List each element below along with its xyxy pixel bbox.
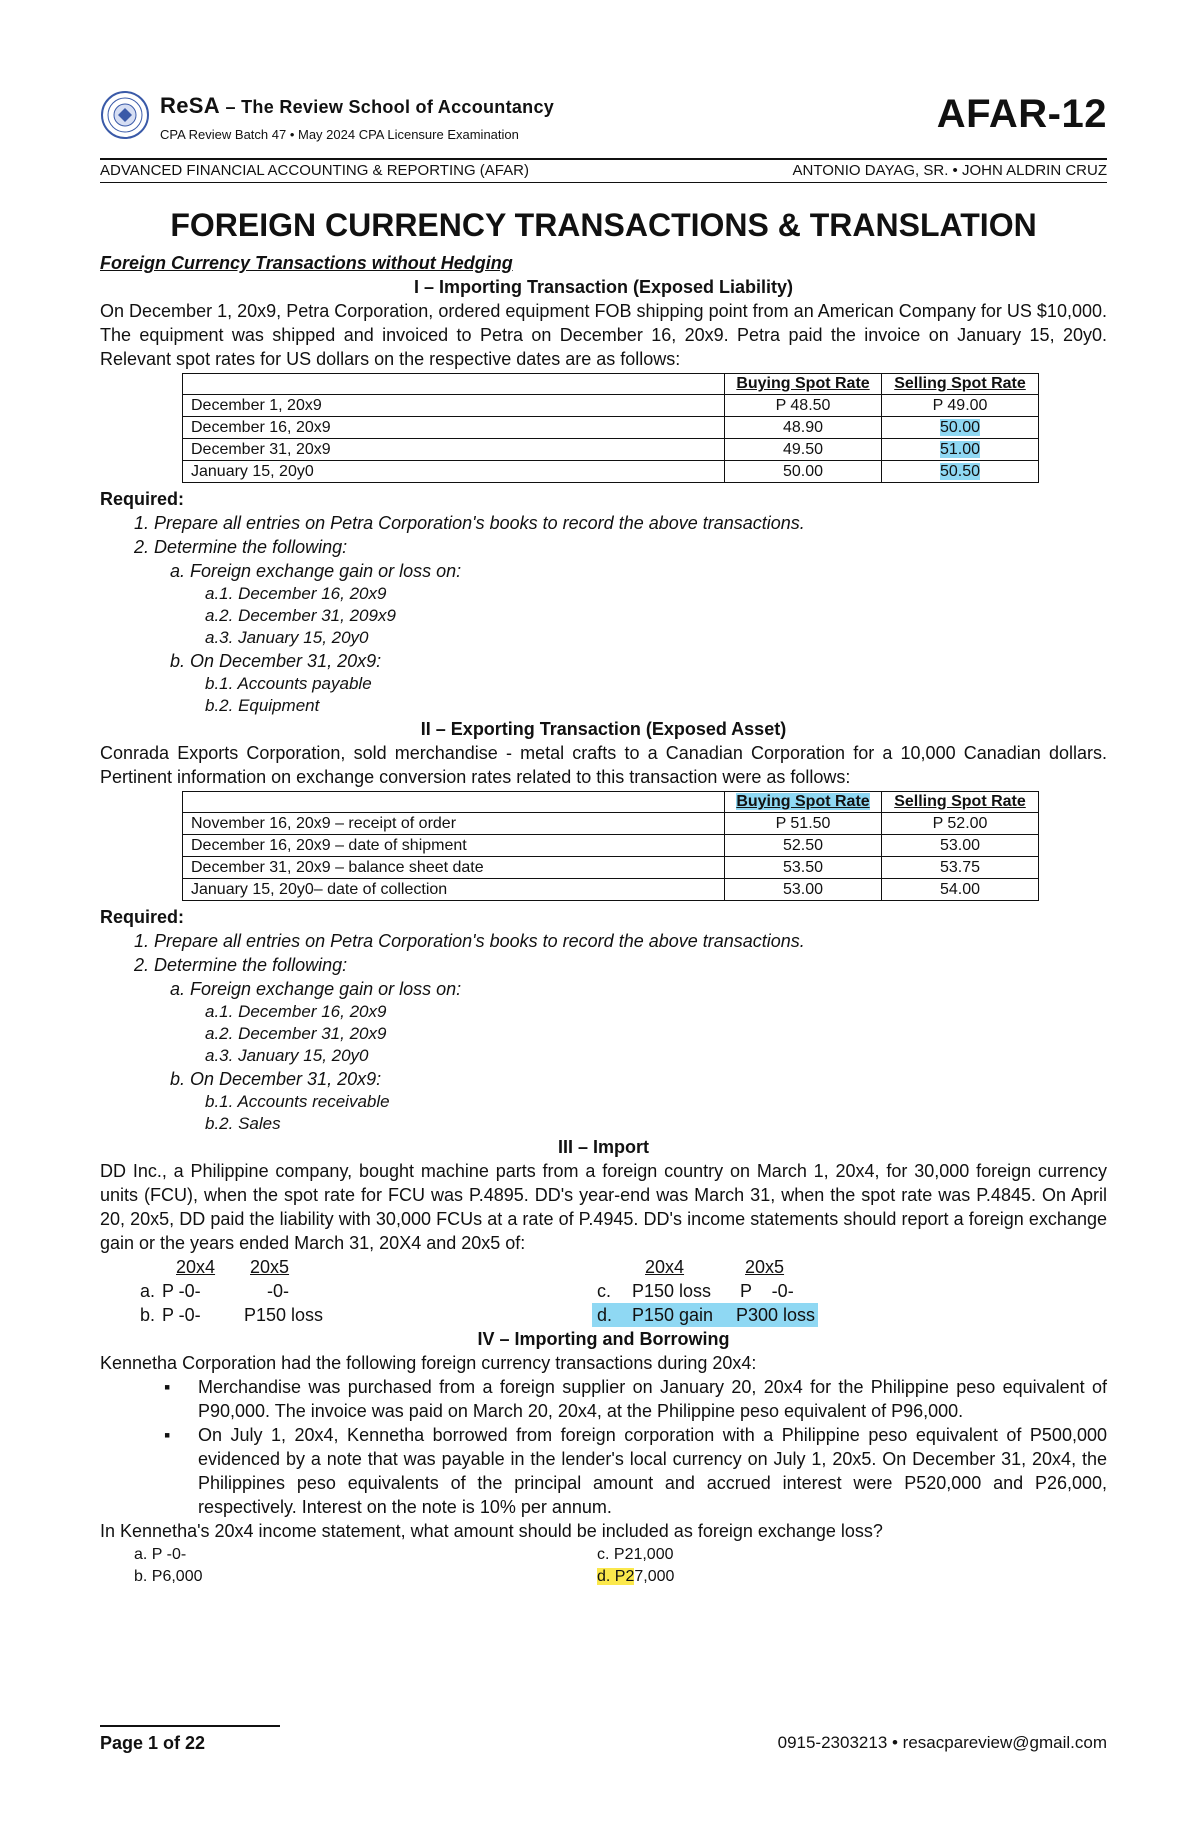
school-abbr: ReSA xyxy=(160,93,220,118)
required-item: 2. Determine the following: xyxy=(134,955,348,975)
row-buy: 48.90 xyxy=(725,417,882,439)
row-sell xyxy=(882,417,1039,439)
choice-letter: d. xyxy=(597,1305,613,1325)
section-1-text: On December 1, 20x9, Petra Corporation, ordered equipment FOB shipping point from an American Company for US $10,000. The equipment was shipped and invoiced to Petra on December 16, 20x9. Petra paid the invoice on January 15, 20y0. Relevant spot rates for US dollars on the respective dates are as follows: xyxy=(100,301,1107,369)
section-subtitle: Foreign Currency Transactions without Hedging xyxy=(100,253,513,273)
choice-value: P150 loss xyxy=(632,1281,712,1301)
section-4-choices xyxy=(100,1543,1107,1587)
required-item: 2. Determine the following: xyxy=(134,537,348,557)
required-label: Required: xyxy=(100,489,185,509)
choice: b. P6,000 xyxy=(134,1568,203,1585)
header xyxy=(100,0,1107,179)
choice-value: P300 loss xyxy=(736,1305,816,1325)
answer-rest: 7,000 xyxy=(634,1568,675,1585)
section-3-heading: III – Import xyxy=(557,1137,649,1157)
section-3-choices xyxy=(100,1255,1107,1327)
row-date: December 31, 20x9 – balance sheet date xyxy=(183,857,725,879)
bullet-text: On July 1, 20x4, Kennetha borrowed from foreign corporation with a Philippine peso equivalent of P500,000 evidenced by a note that was payable in the lender's local currency on July 1, 20x5. On December 31, 20x4, the Philippines peso equivalents of the principal amount and accrued interest were P520,000 and P26,000, respectively. Interest on the note is 10% per annum. xyxy=(198,1425,1107,1517)
section-2-rate-table xyxy=(182,791,1039,901)
table-header-blank xyxy=(183,374,725,395)
choice-value: P150 gain xyxy=(632,1305,714,1325)
section-2-heading: II – Exporting Transaction (Exposed Asset) xyxy=(420,719,787,739)
highlighted-rate: 50.50 xyxy=(939,463,981,480)
choice-value: -0- xyxy=(267,1281,289,1301)
row-sell: 54.00 xyxy=(882,879,1039,901)
choice-value: P -0- xyxy=(740,1281,794,1301)
row-date: December 16, 20x9 – date of shipment xyxy=(183,835,725,857)
row-buy: 50.00 xyxy=(725,461,882,483)
school-full-name: – The Review School of Accountancy xyxy=(225,97,555,117)
row-buy: 53.50 xyxy=(725,857,882,879)
table-header-row xyxy=(183,792,1039,813)
row-sell: 53.00 xyxy=(882,835,1039,857)
page-title: FOREIGN CURRENCY TRANSACTIONS & TRANSLATION xyxy=(170,207,1037,243)
row-buy: 52.50 xyxy=(725,835,882,857)
col-selling-spot-rate: Selling Spot Rate xyxy=(882,792,1039,813)
subject-name: ADVANCED FINANCIAL ACCOUNTING & REPORTING (AFAR) xyxy=(100,162,529,179)
section-1-rate-table xyxy=(182,373,1039,483)
bullet-item xyxy=(100,1423,1107,1519)
table-row xyxy=(183,461,1039,483)
required-subitem: b.2. Equipment xyxy=(205,696,320,715)
section-4-heading: IV – Importing and Borrowing xyxy=(477,1329,730,1349)
resa-logo-icon xyxy=(100,90,150,140)
required-item: 1. Prepare all entries on Petra Corporation's books to record the above transactions. xyxy=(134,931,805,951)
choice-letter: c. xyxy=(597,1281,612,1301)
row-sell: 53.75 xyxy=(882,857,1039,879)
required-subitem: b.2. Sales xyxy=(205,1114,281,1133)
contact-info: 0915-2303213 • resacpareview@gmail.com xyxy=(777,1733,1107,1752)
choice-value: P -0- xyxy=(162,1305,201,1325)
col-buying-spot-rate: Buying Spot Rate xyxy=(725,792,882,813)
col-selling-spot-rate: Selling Spot Rate xyxy=(882,374,1039,395)
row-sell: P 49.00 xyxy=(882,395,1039,417)
section-2-text: Conrada Exports Corporation, sold merchandise - metal crafts to a Canadian Corporation for a 10,000 Canadian dollars. Pertinent information on exchange conversion rates related to this transaction were as follows: xyxy=(100,743,1107,787)
table-row xyxy=(183,439,1039,461)
row-sell xyxy=(882,461,1039,483)
answer-highlight: d. P2 xyxy=(597,1568,635,1585)
row-buy: P 48.50 xyxy=(725,395,882,417)
table-row xyxy=(183,813,1039,835)
authors: ANTONIO DAYAG, SR. • JOHN ALDRIN CRUZ xyxy=(792,162,1107,179)
choice-value: P -0- xyxy=(162,1281,201,1301)
table-row xyxy=(183,879,1039,901)
table-row xyxy=(183,417,1039,439)
choice-answer xyxy=(597,1565,674,1589)
choice-letter: a. xyxy=(140,1281,156,1301)
row-date: December 16, 20x9 xyxy=(183,417,725,439)
row-buy: 53.00 xyxy=(725,879,882,901)
required-subitem: a.3. January 15, 20y0 xyxy=(205,628,369,647)
col-buying-spot-rate: Buying Spot Rate xyxy=(725,374,882,395)
row-date: January 15, 20y0– date of collection xyxy=(183,879,725,901)
row-date: November 16, 20x9 – receipt of order xyxy=(183,813,725,835)
required-subitem: a.1. December 16, 20x9 xyxy=(205,584,387,603)
required-subitem: a.3. January 15, 20y0 xyxy=(205,1046,369,1065)
required-label: Required: xyxy=(100,907,185,927)
bullet-icon: ▪ xyxy=(164,1377,171,1397)
row-date: December 31, 20x9 xyxy=(183,439,725,461)
year-header: 20x5 xyxy=(745,1257,785,1277)
section-3-text: DD Inc., a Philippine company, bought machine parts from a foreign country on March 1, 20x4, for 30,000 foreign currency units (FCU), when the spot rate for FCU was P.4895. DD's year-end was March 31, when the spot rate was P.4845. On April 20, 20x5, DD paid the liability with 30,000 FCUs at a rate of P.4945. DD's income statements should report a foreign exchange gain or the years ended March 31, 20X4 and 20x5 of: xyxy=(100,1161,1107,1253)
year-header: 20x4 xyxy=(645,1257,685,1277)
batch-line: CPA Review Batch 47 • May 2024 CPA Licensure Examination xyxy=(160,127,519,142)
table-row xyxy=(183,395,1039,417)
required-subitem: a.2. December 31, 20x9 xyxy=(205,1024,387,1043)
choice: c. P21,000 xyxy=(597,1546,674,1563)
row-buy: 49.50 xyxy=(725,439,882,461)
highlighted-rate: 50.00 xyxy=(939,419,981,436)
row-sell: P 52.00 xyxy=(882,813,1039,835)
required-subitem: a.2. December 31, 209x9 xyxy=(205,606,396,625)
required-subitem: b. On December 31, 20x9: xyxy=(170,1069,382,1089)
table-row xyxy=(183,857,1039,879)
footer-divider xyxy=(100,1725,280,1727)
table-header-blank xyxy=(183,792,725,813)
row-sell xyxy=(882,439,1039,461)
choice-letter: b. xyxy=(140,1305,156,1325)
subject-bar xyxy=(100,158,1107,183)
table-row xyxy=(183,835,1039,857)
row-date: January 15, 20y0 xyxy=(183,461,725,483)
bullet-item xyxy=(100,1375,1107,1423)
section-1-heading: I – Importing Transaction (Exposed Liability) xyxy=(413,277,794,297)
year-header: 20x4 xyxy=(176,1257,216,1277)
highlighted-rate: 51.00 xyxy=(939,441,981,458)
row-buy: P 51.50 xyxy=(725,813,882,835)
bullet-icon: ▪ xyxy=(164,1425,171,1445)
module-code: AFAR-12 xyxy=(936,92,1107,136)
page-number: Page 1 of 22 xyxy=(100,1733,206,1753)
bullet-text: Merchandise was purchased from a foreign supplier on January 20, 20x4 for the Philippine peso equivalent of P90,000. The invoice was paid on March 20, 20x4, at the Philippine peso equivalent of P96,000. xyxy=(198,1377,1107,1421)
row-date: December 1, 20x9 xyxy=(183,395,725,417)
required-item: 1. Prepare all entries on Petra Corporation's books to record the above transactions. xyxy=(134,513,805,533)
required-subitem: a. Foreign exchange gain or loss on: xyxy=(170,979,462,999)
required-subitem: a. Foreign exchange gain or loss on: xyxy=(170,561,462,581)
choice: a. P -0- xyxy=(134,1546,187,1563)
school-name xyxy=(160,93,554,119)
section-4-question: In Kennetha's 20x4 income statement, what amount should be included as foreign exchange loss? xyxy=(100,1521,883,1541)
required-subitem: a.1. December 16, 20x9 xyxy=(205,1002,387,1021)
table-header-row xyxy=(183,374,1039,395)
section-4-intro: Kennetha Corporation had the following foreign currency transactions during 20x4: xyxy=(100,1353,757,1373)
required-subitem: b.1. Accounts payable xyxy=(205,674,372,693)
required-subitem: b. On December 31, 20x9: xyxy=(170,651,382,671)
document-body xyxy=(100,205,1107,1587)
required-subitem: b.1. Accounts receivable xyxy=(205,1092,390,1111)
year-header: 20x5 xyxy=(250,1257,290,1277)
choice-value: P150 loss xyxy=(244,1305,324,1325)
